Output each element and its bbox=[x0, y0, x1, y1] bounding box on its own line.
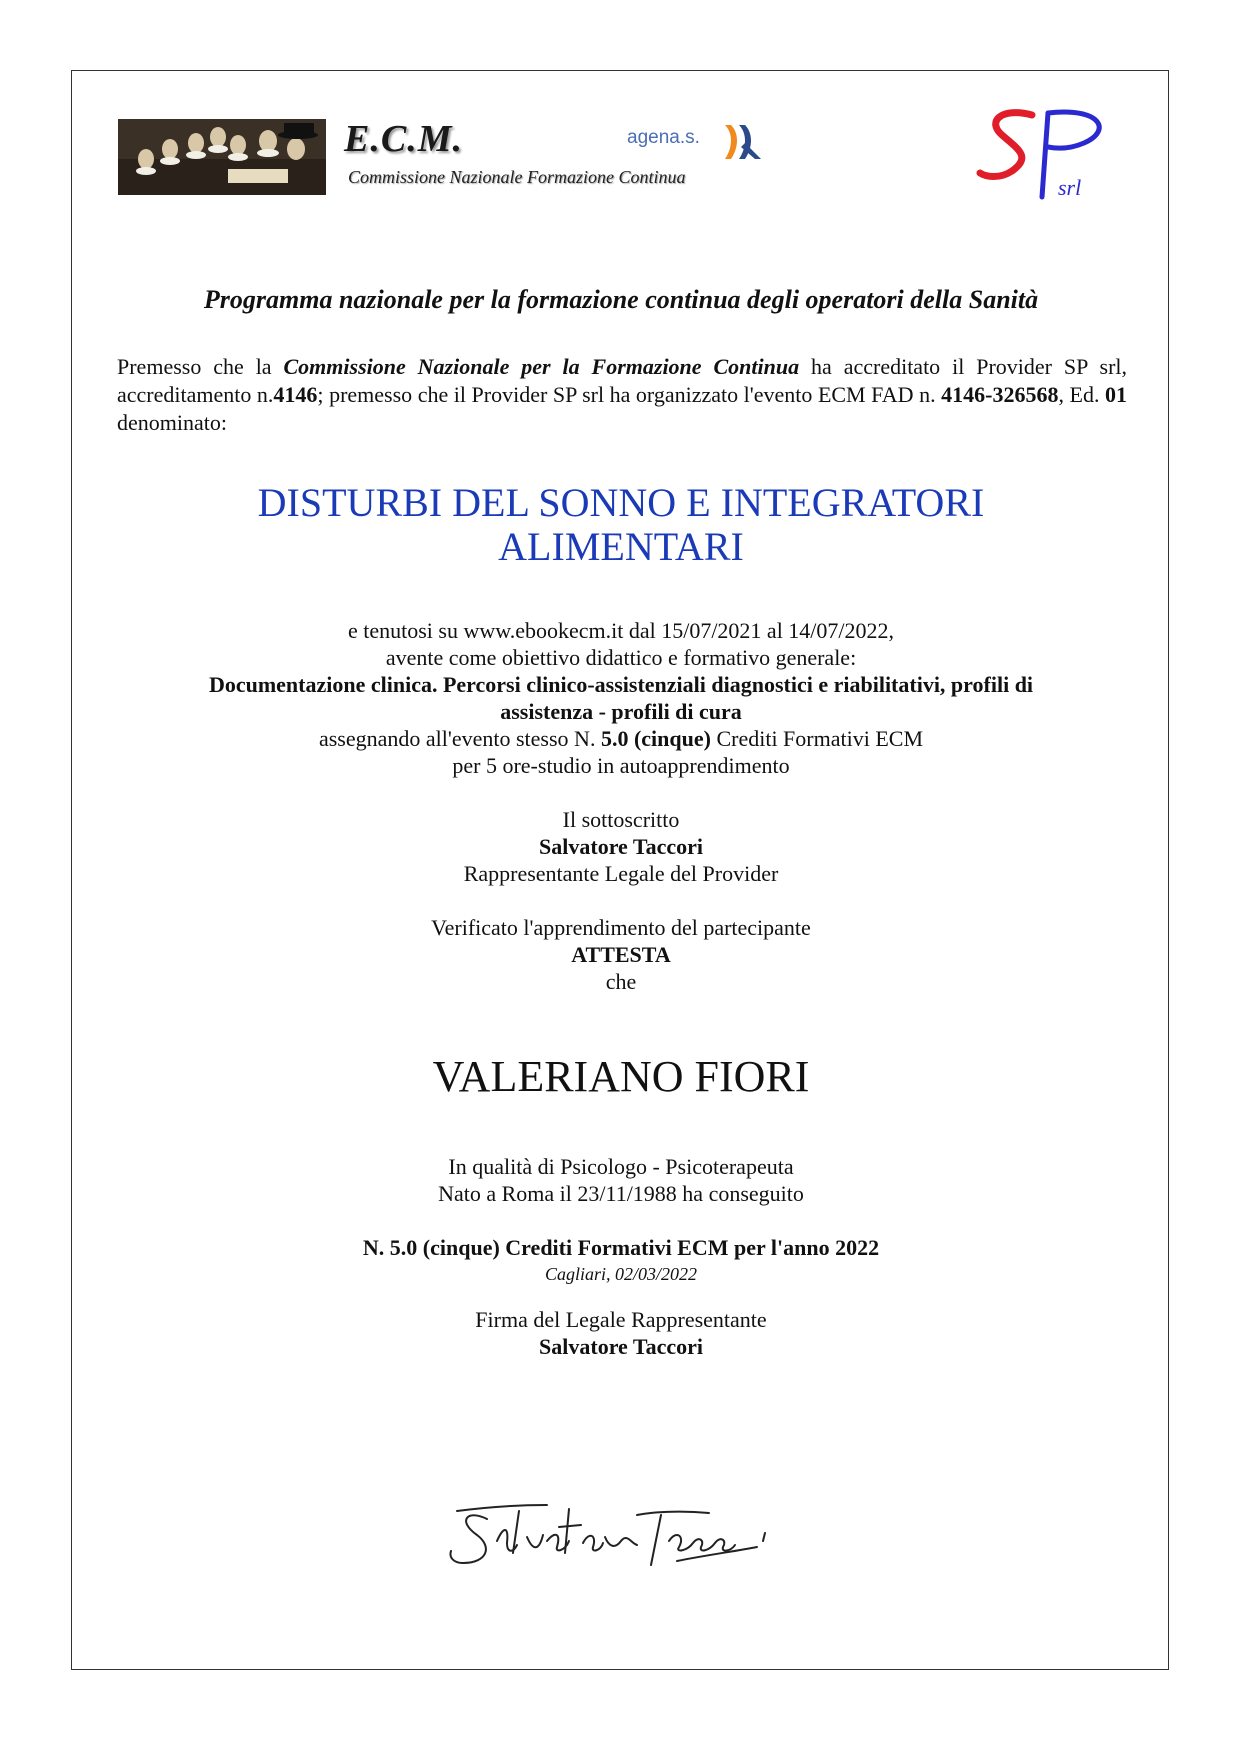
intro-text: , Ed. bbox=[1058, 382, 1105, 407]
event-dates: e tenutosi su www.ebookecm.it dal 15/07/2021 al 14/07/2022, bbox=[347, 618, 895, 643]
participant-name: VALERIANO FIORI bbox=[432, 1052, 810, 1101]
che-label: che bbox=[605, 969, 637, 994]
ecm-logo-subtitle: Commissione Nazionale Formazione Continua bbox=[348, 167, 686, 187]
credits-text: assegnando all'evento stesso N. bbox=[318, 726, 601, 751]
svg-text:agena.s.: agena.s. bbox=[627, 127, 700, 148]
credits-text: Crediti Formativi ECM bbox=[710, 726, 924, 751]
intro-text: ; premesso che il Provider SP srl ha organizzato l'evento ECM FAD n. bbox=[317, 382, 942, 407]
handwritten-signature bbox=[447, 1481, 787, 1591]
attesta-label: ATTESTA bbox=[571, 942, 671, 967]
place-date: Cagliari, 02/03/2022 bbox=[544, 1264, 697, 1284]
signer-intro: Il sottoscritto bbox=[562, 807, 680, 832]
event-title bbox=[72, 481, 1170, 569]
commission-name: Commissione Nazionale per la Formazione Continua bbox=[283, 354, 800, 379]
verify-text: Verificato l'apprendimento del partecipante bbox=[431, 915, 811, 940]
credits-awarded: N. 5.0 (cinque) Crediti Formativi ECM per l'anno 2022 bbox=[362, 1235, 880, 1260]
event-title-line: ALIMENTARI bbox=[498, 524, 744, 569]
credits-value: 5.0 (cinque) bbox=[600, 726, 711, 751]
objective-text: Documentazione clinica. Percorsi clinico-assistenziali diagnostici e riabilitativi, profili di bbox=[208, 672, 1034, 697]
intro-paragraph bbox=[117, 353, 1127, 437]
agenas-logo bbox=[627, 119, 767, 167]
program-title: Programma nazionale per la formazione continua degli operatori della Sanità bbox=[203, 285, 1039, 314]
study-hours: per 5 ore-studio in autoapprendimento bbox=[452, 753, 790, 778]
event-title-line: DISTURBI DEL SONNO E INTEGRATORI bbox=[257, 480, 985, 525]
objective-text: assistenza - profili di cura bbox=[500, 699, 742, 724]
signature-label: Firma del Legale Rappresentante bbox=[475, 1307, 767, 1332]
svg-text:srl: srl bbox=[1058, 175, 1082, 200]
certificate-body bbox=[72, 617, 1170, 995]
intro-text: Premesso che la bbox=[117, 354, 284, 379]
signer-name: Salvatore Taccori bbox=[539, 834, 703, 859]
objective-intro: avente come obiettivo didattico e formativo generale: bbox=[385, 645, 857, 670]
sp-srl-logo bbox=[972, 101, 1122, 201]
signer-role: Rappresentante Legale del Provider bbox=[463, 861, 779, 886]
accreditation-number: 4146 bbox=[273, 382, 318, 407]
ecm-painting-logo bbox=[118, 119, 326, 195]
signature-name: Salvatore Taccori bbox=[539, 1334, 703, 1359]
credits-assigned bbox=[72, 725, 1170, 752]
certificate-frame bbox=[71, 70, 1169, 1670]
event-number: 4146-326568 bbox=[941, 382, 1059, 407]
ecm-logo-title: E.C.M. bbox=[344, 118, 463, 160]
intro-text: ha accreditato il Provider SP srl, accreditamento n. bbox=[117, 354, 1128, 407]
intro-text: denominato: bbox=[117, 410, 227, 435]
participant-birth: Nato a Roma il 23/11/1988 ha conseguito bbox=[438, 1181, 804, 1206]
participant-qualification: In qualità di Psicologo - Psicoterapeuta bbox=[448, 1154, 794, 1179]
edition-number: 01 bbox=[1105, 382, 1127, 407]
participant-details bbox=[72, 1153, 1170, 1360]
